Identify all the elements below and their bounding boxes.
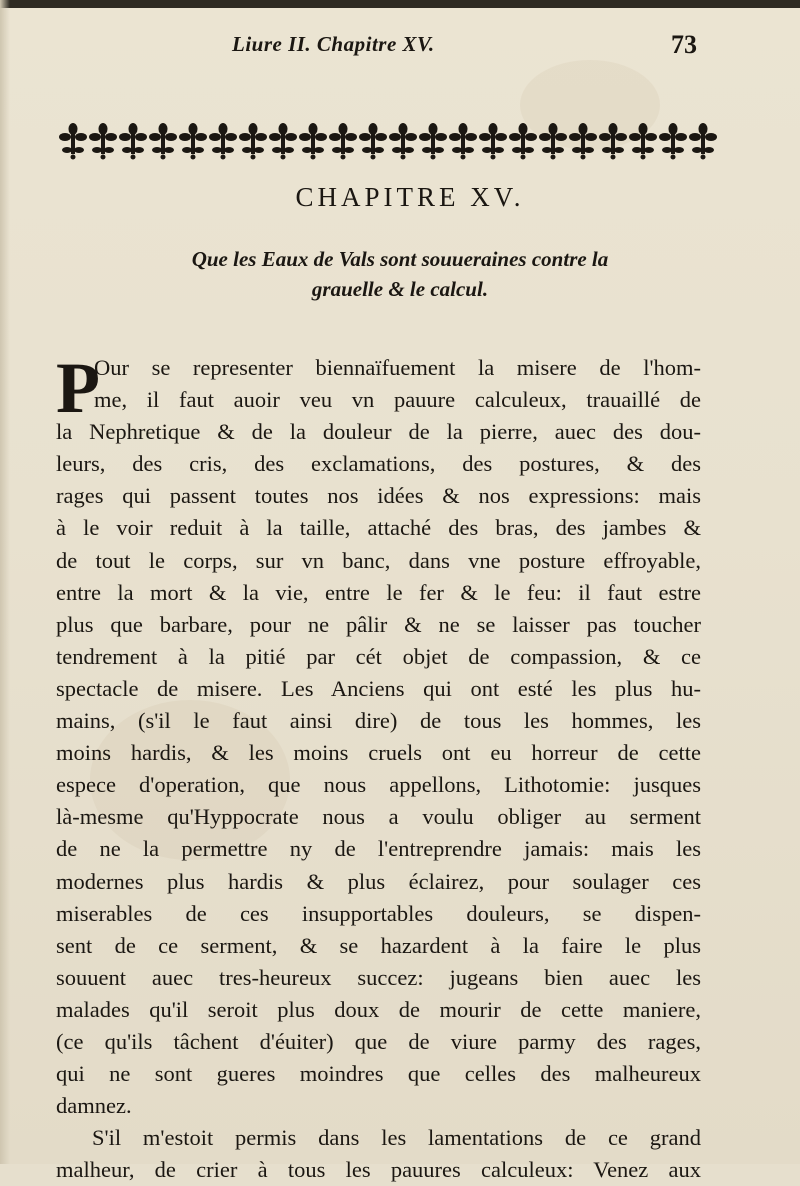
page-header xyxy=(0,28,800,68)
fleuron-icon xyxy=(58,120,88,160)
page-top-edge xyxy=(0,0,800,8)
fleuron-icon xyxy=(568,120,598,160)
text-line: moins hardis, & les moins cruels ont eu horreur de cette xyxy=(56,740,701,766)
fleuron-icon xyxy=(508,120,538,160)
text-line: la Nephretique & de la douleur de la pierre, auec des dou- xyxy=(56,419,701,445)
text-line: malades qu'il seroit plus doux de mourir de cette maniere, xyxy=(56,996,701,1022)
fleuron-icon xyxy=(118,120,148,160)
fleuron-icon xyxy=(538,120,568,160)
fleuron-icon xyxy=(88,120,118,160)
fleuron-icon xyxy=(478,120,508,160)
text-line: malheur, de crier à tous les pauures calculeux: Venez aux xyxy=(56,1157,701,1183)
fleuron-icon xyxy=(208,120,238,160)
text-line: rages qui passent toutes nos idées & nos expressions: mais xyxy=(56,483,701,509)
fleuron-icon xyxy=(178,120,208,160)
fleuron-icon xyxy=(268,120,298,160)
fleuron-icon xyxy=(598,120,628,160)
fleuron-icon xyxy=(418,120,448,160)
subtitle-line: grauelle & le calcul. xyxy=(311,277,489,301)
text-line: S'il m'estoit permis dans les lamentations de ce grand xyxy=(92,1125,701,1151)
chapter-title: CHAPITRE XV. xyxy=(295,182,525,212)
fleuron-icon xyxy=(688,120,718,160)
fleuron-icon xyxy=(658,120,688,160)
dropcap-lines xyxy=(56,348,701,428)
text-line: leurs, des cris, des exclamations, des postures, & des xyxy=(56,451,701,477)
text-line: espece d'operation, que nous appellons, Lithotomie: jusques xyxy=(56,772,701,798)
text-line: de tout le corps, sur vn banc, dans vne posture effroyable, xyxy=(56,547,701,573)
page-gutter-shadow xyxy=(0,0,10,1164)
text-line: qui ne sont gueres moindres que celles des malheureux xyxy=(56,1061,701,1087)
fleuron-icon xyxy=(298,120,328,160)
text-line: Our se representer biennaïfuement la misere de l'hom- xyxy=(94,355,701,380)
drop-cap: P xyxy=(56,348,100,428)
text-line: mains, (s'il le faut ainsi dire) de tous les hommes, les xyxy=(56,708,701,734)
fleuron-icon xyxy=(238,120,268,160)
text-line: de ne la permettre ny de l'entreprendre jamais: mais les xyxy=(56,836,701,862)
text-line: entre la mort & la vie, entre le fer & le feu: il faut estre xyxy=(56,579,701,605)
running-head: Liure II. Chapitre XV. xyxy=(232,32,435,56)
text-line: plus que barbare, pour ne pâlir & ne se laisser pas toucher xyxy=(56,611,701,637)
fleuron-icon xyxy=(448,120,478,160)
text-line: spectacle de misere. Les Anciens qui ont esté les plus hu- xyxy=(56,675,701,701)
text-line: modernes plus hardis & plus éclairez, pour soulager ces xyxy=(56,868,701,894)
fleuron-icon xyxy=(148,120,178,160)
text-line: tendrement à la pitié par cét objet de compassion, & ce xyxy=(56,643,701,669)
chapter-subtitle xyxy=(0,244,800,304)
fleuron-icon xyxy=(388,120,418,160)
text-line: me, il faut auoir veu vn pauure calculeux, trauaillé de xyxy=(94,387,701,413)
text-line: damnez. xyxy=(56,1093,132,1119)
text-line: à le voir reduit à la taille, attaché des bras, des jambes & xyxy=(56,515,701,541)
fleuron-icon xyxy=(358,120,388,160)
text-line: sent de ce serment, & se hazardent à la faire le plus xyxy=(56,932,701,958)
text-line: souuent auec tres-heureux succez: jugeans bien auec les xyxy=(56,964,701,990)
text-line: là-mesme qu'Hyppocrate nous a voulu obliger au serment xyxy=(56,804,701,830)
subtitle-line: Que les Eaux de Vals sont souueraines contre la xyxy=(191,247,609,271)
text-line: (ce qu'ils tâchent d'éuiter) que de viure parmy des rages, xyxy=(56,1028,701,1054)
body-text xyxy=(56,348,701,1186)
text-line: miserables de ces insupportables douleurs, se dispen- xyxy=(56,900,701,926)
fleuron-border xyxy=(58,118,708,162)
fleuron-icon xyxy=(628,120,658,160)
page-number: 73 xyxy=(671,30,697,59)
fleuron-icon xyxy=(328,120,358,160)
